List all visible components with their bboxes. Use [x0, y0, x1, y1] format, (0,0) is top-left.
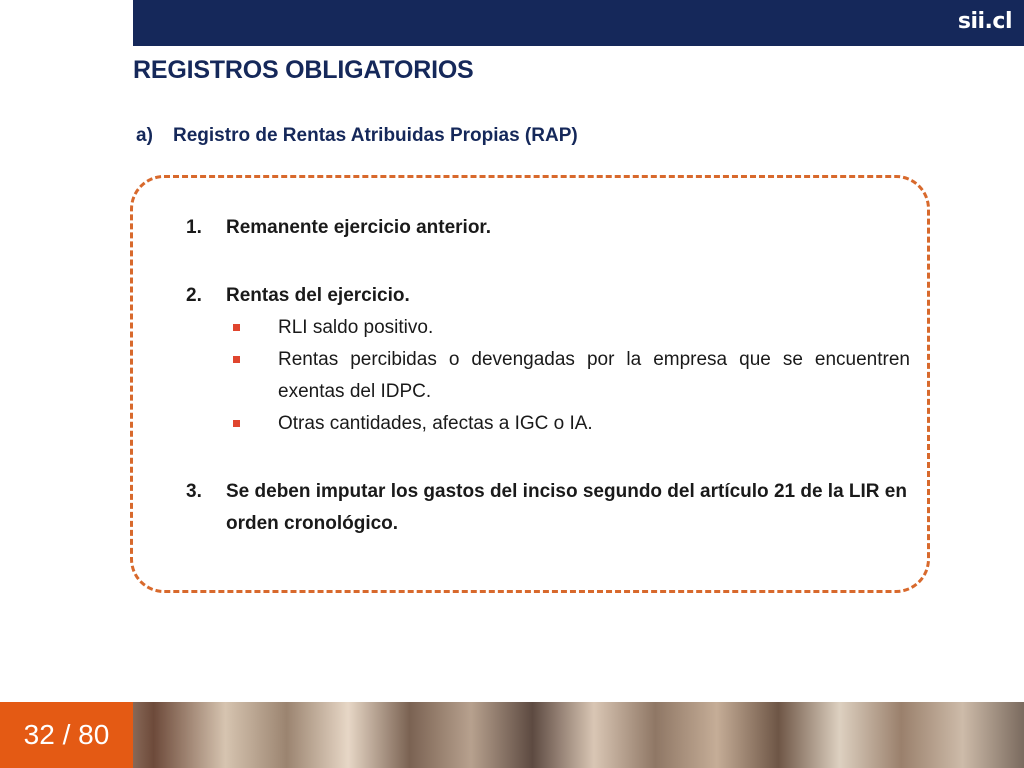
subtitle-text: Registro de Rentas Atribuidas Propias (RAP) — [173, 125, 578, 146]
item-number: 1. — [186, 217, 202, 238]
bullet-text: Rentas percibidas o devengadas por la empresa que se encuentren exentas del IDPC. — [278, 349, 910, 402]
page-counter: 32 / 80 — [0, 702, 133, 768]
subtitle-marker: a) — [136, 125, 153, 146]
item-text: Remanente ejercicio anterior. — [226, 217, 492, 238]
bullet-text: Otras cantidades, afectas a IGC o IA. — [278, 413, 593, 434]
bullet-text: RLI saldo positivo. — [278, 317, 434, 338]
item-text: Se deben imputar los gastos del inciso segundo del artículo 21 de la LIR en orden cronológico. — [226, 481, 907, 534]
list-item — [186, 212, 910, 244]
top-bar — [133, 0, 1024, 46]
square-bullet-icon — [227, 408, 278, 440]
list-item — [186, 280, 910, 312]
item-number: 2. — [186, 285, 202, 306]
item-text: Rentas del ejercicio. — [226, 285, 410, 306]
bullet-item — [227, 344, 910, 408]
slide-title: REGISTROS OBLIGATORIOS — [133, 56, 474, 84]
slide-subtitle — [136, 125, 578, 147]
footer-photo-strip — [0, 702, 1024, 768]
item-number: 3. — [186, 481, 202, 502]
list-item — [186, 476, 910, 540]
brand-logo: sii.cl — [957, 9, 1012, 34]
bullet-item — [227, 408, 910, 440]
bullet-item — [227, 312, 910, 344]
content-list — [186, 212, 910, 540]
square-bullet-icon — [227, 344, 278, 408]
square-bullet-icon — [227, 312, 278, 344]
